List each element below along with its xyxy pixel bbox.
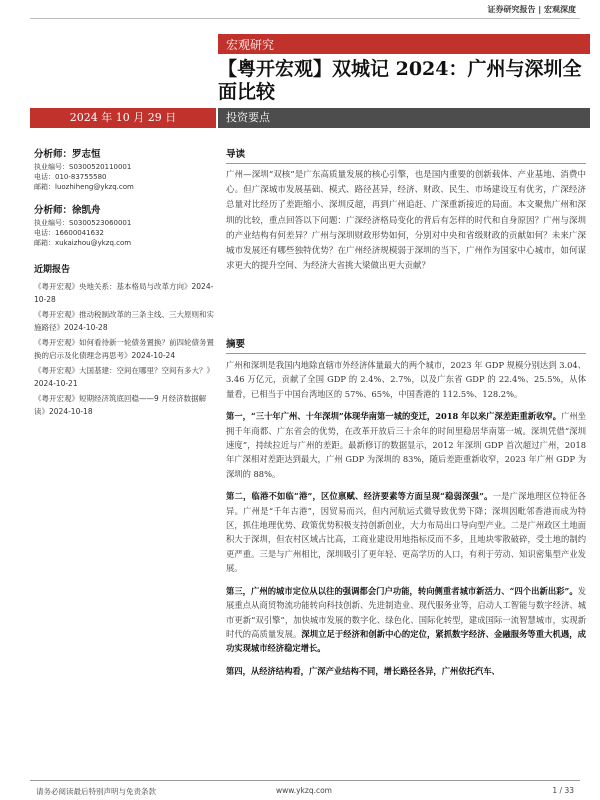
summary-paragraph: 第二，临港不如临“港”，区位禀赋、经济要素等方面呈现“稳弱深强”。一是广深地理区位特征各异。广州是“千年古港”，因贸易而兴，但内河航运式微导致优势下降；深圳因毗邻香港而成为特区，抓住地理优势、政策优势积极支持创新创业，大力布局出口导向型产业。二是广州政区土地面积大于深圳，但农村区域占比高，工商业建设用地指标反而不多，且地块零散破碎，受土地的制约更严重。三是与广州相比，深圳吸引了更年轻、更高学历的人口，有利于劳动、知识密集型产业发展。 [226, 491, 586, 574]
disclaimer-note: 请务必阅读最后特别声明与免责条款 [36, 787, 156, 796]
recent-report-link[interactable]: 《粤开宏观》大国基建：空间在哪里？空间有多大？》2024-10-21 [34, 366, 214, 388]
report-title: 【粤开宏观】双城记 2024：广州与深圳全面比较 [218, 58, 582, 103]
report-date: 2024 年 10 月 29 日 [30, 108, 216, 128]
recent-report-link[interactable]: 《粤开宏观》央地关系：基本格局与改革方向》2024-10-28 [34, 282, 214, 304]
analyst-name: 分析师：罗志恒 [34, 149, 101, 160]
category-band [218, 34, 590, 54]
analyst-card [34, 202, 214, 248]
analyst-card [34, 146, 214, 192]
intro-text: 广州—深圳“双核”是广东高质量发展的核心引擎，也是国内重要的创新载体、产业基地、消费中心。但广深城市发展基础、模式、路径甚异，经济、财政、民生、市场建设互有优劣，广深经济总量对比经历了差距缩小、深圳反超，再到广州追赶、广深重新接近的局面。本文聚焦广州和深圳的比较，重点回答以下问题：广深经济格局变化的背后有怎样的时代和自身原因？广州与深圳的产业结构有何差异？广州与深圳财政形势如何，分别对中央和省级财政的贡献如何？未来广深城市发展还有哪些独特优势？在广州经济规模弱于深圳的当下，广州作为国家中心城市，如何谋求更大的提升空间、为经济大省挑大梁做出更大贡献？ [226, 170, 586, 272]
summary-paragraph: 第三，广州的城市定位从以往的强调都会门户功能，转向侧重者城市新活力、“四个出新出彩”。发展重点从商贸物流功能转向科技创新、先进制造业、现代服务业等，启动人工智能与数字经济、城市更新“双引擎”，加快城市发展的数字化、绿色化、国际化转型，建成国际一流智慧城市，实现新时代的高质量发展。深圳立足于经济和创新中心的定位，紧抓数字经济、金融服务等重大机遇，成功实现城市经济稳定增长。 [226, 585, 586, 654]
analyst-email[interactable]: 邮箱：luozhiheng@ykzq.com [34, 183, 134, 191]
analyst-cert: 执业编号：S0300523060001 [34, 219, 132, 227]
recent-reports-title: 近期报告 [34, 265, 71, 275]
sidebar [34, 146, 214, 421]
summary-paragraph: 第四，从经济结构看，广深产业结构不同，增长路径各异，广州依托汽车、 [226, 665, 500, 676]
website-link[interactable]: www.ykzq.com [276, 786, 332, 795]
investment-points-band: 投资要点 [218, 108, 590, 128]
section-rule [226, 353, 586, 354]
analyst-email[interactable]: 邮箱：xukaizhou@ykzq.com [34, 239, 132, 247]
summary-paragraph: 第一，“三十年广州、十年深圳”体现华南第一城的变迁，2018 年以来广深差距重新收窄。广州坐拥千年商都、广东省会的优势，在改革开放后三十余年的时间里稳居华南第一城。深圳凭借“深圳速度”，持续拉近与广州的差距。最新修订的数据显示，2012 年深圳 GDP 首次超过广州，2018 年广深相对差距达到最大，广州 GDP 为深圳的 83%，随后差距重新收窄，2023 年广州 GDP 为深圳的 88%。 [226, 411, 586, 479]
intro-section [226, 146, 586, 274]
analyst-phone: 电话：010-83755580 [34, 173, 107, 181]
header-rule [30, 18, 580, 19]
recent-report-link[interactable]: 《粤开宏观》推动税制改革的三条主线、三大原则和实施路径》2024-10-28 [34, 310, 214, 332]
page-number: 1 / 33 [552, 786, 574, 795]
category-label: 宏观研究 [226, 38, 275, 52]
analyst-name: 分析师：徐凯舟 [34, 205, 101, 216]
summary-paragraph: 广州和深圳是我国内地除直辖市外经济体量最大的两个城市，2023 年 GDP 规模分别达到 3.04、3.46 万亿元，贡献了全国 GDP 的 2.4%、2.7%，以及广东省 GDP 的 22.4%、25.5%，从体量看，已相当于中国台湾地区的 57%、65%，中国香港的 112.5%、128.2%。 [226, 360, 586, 399]
summary-heading: 摘要 [226, 339, 246, 350]
recent-report-link[interactable]: 《粤开宏观》短期经济筑底回稳——9 月经济数据解读》2024-10-18 [34, 394, 207, 416]
recent-report-link[interactable]: 《粤开宏观》如何看待新一轮债务置换？前四轮债务置换的启示及化债理念再思考》2024-10-24 [34, 338, 214, 360]
footer-rule [30, 780, 580, 781]
analyst-phone: 电话：16600041632 [34, 229, 104, 237]
page-footer [0, 780, 600, 800]
report-type-tag: 证券研究报告 | 宏观深度 [487, 5, 576, 14]
page-header [0, 0, 600, 20]
section-rule [226, 163, 586, 164]
analyst-cert: 执业编号：S0300520110001 [34, 163, 132, 171]
summary-section [226, 336, 586, 686]
intro-heading: 导读 [226, 149, 246, 160]
